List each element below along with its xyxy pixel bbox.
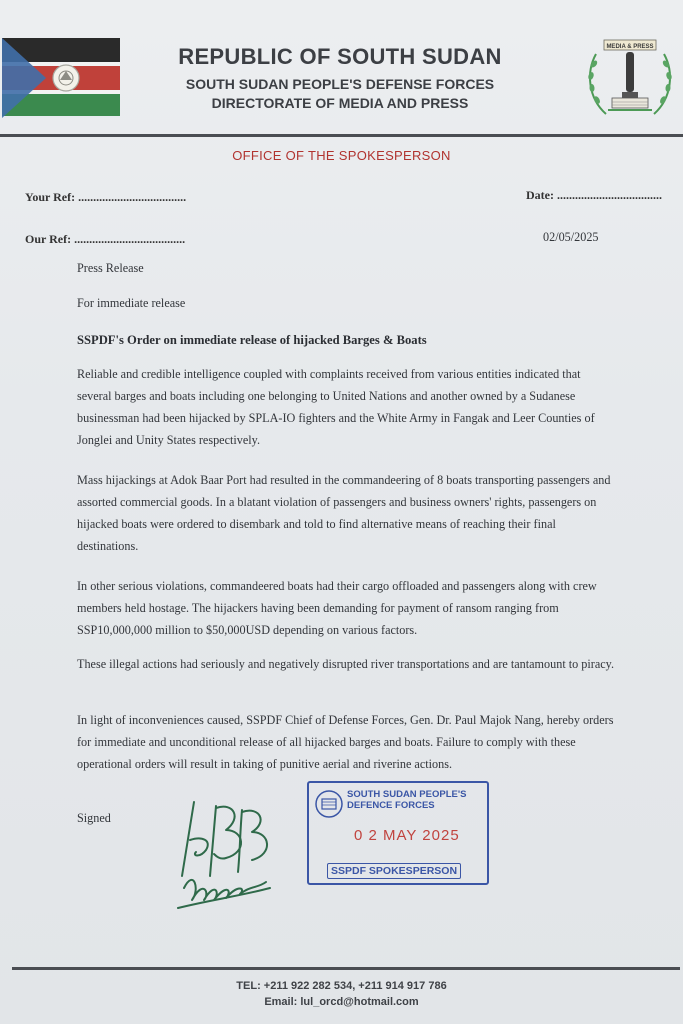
stamp-title-line-1: SOUTH SUDAN PEOPLE'S	[347, 789, 467, 800]
stamp-footer: SSPDF SPOKESPERSON	[327, 863, 461, 879]
letter-heading: SSPDF's Order on immediate release of hijacked Barges & Boats	[77, 333, 427, 347]
office-label: OFFICE OF THE SPOKESPERSON	[232, 148, 451, 163]
paragraph-1: Reliable and credible intelligence coupled with complaints received from various entities indicated that several barges and boats including one belonging to United Nations and another owned by a Sudanese businessman had been hijacked by SPLA-IO fighters and the White Army in Fangak and Leer Counties of Jonglei and Unity States respectively.	[77, 367, 595, 447]
signed-label: Signed	[77, 811, 111, 825]
stamp-title	[347, 789, 466, 811]
stamp-title-line-2: DEFENCE FORCES	[347, 800, 435, 811]
header-title: REPUBLIC OF SOUTH SUDAN	[178, 44, 502, 69]
footer-divider	[12, 967, 680, 970]
press-release-label: Press Release	[77, 261, 144, 275]
footer-email: Email: lul_orcd@hotmail.com	[264, 996, 419, 1008]
date-value: 02/05/2025	[543, 230, 599, 244]
handwritten-signature	[170, 796, 290, 914]
stamp-seal-icon	[313, 789, 345, 819]
your-ref: Your Ref: ....................................	[25, 190, 187, 204]
paragraph-3: In other serious violations, commandeered boats had their cargo offloaded and passengers along with crew members held hostage. The hijackers having been demanding for payment of ransom ranging from SSP10,000,000 million to $50,000USD depending on various factors.	[77, 579, 597, 637]
south-sudan-flag	[2, 38, 120, 118]
stamp-date: 0 2 MAY 2025	[354, 827, 460, 844]
our-ref: Our Ref: .....................................	[25, 232, 186, 246]
header-subtitle-directorate: DIRECTORATE OF MEDIA AND PRESS	[211, 95, 469, 111]
header-subtitle-forces: SOUTH SUDAN PEOPLE'S DEFENSE FORCES	[185, 76, 495, 92]
date-label: Date: ...................................	[526, 188, 662, 202]
paragraph-2: Mass hijackings at Adok Baar Port had resulted in the commandeering of 8 boats transporting passengers and assorted commercial goods. In a blatant violation of passengers and business owners' rights, passengers on hijacked boats were ordered to disembark and told to find alternative means of reaching their final destinations.	[77, 473, 611, 553]
paragraph-5: In light of inconveniences caused, SSPDF Chief of Defense Forces, Gen. Dr. Paul Majok Nang, hereby orders for immediate and unconditional release of all hijacked barges and boats. Failure to comply with these operational orders will result in taking of punitive aerial and riverine actions.	[77, 713, 614, 771]
emblem-label: MEDIA & PRESS	[606, 44, 654, 50]
media-press-emblem	[582, 36, 678, 128]
footer-telephone: TEL: +211 922 282 534, +211 914 917 786	[236, 980, 447, 992]
official-stamp	[307, 781, 489, 885]
release-note: For immediate release	[77, 296, 186, 310]
paragraph-4: These illegal actions had seriously and negatively disrupted river transportations and are tantamount to piracy.	[77, 657, 614, 671]
header-divider	[0, 134, 683, 137]
